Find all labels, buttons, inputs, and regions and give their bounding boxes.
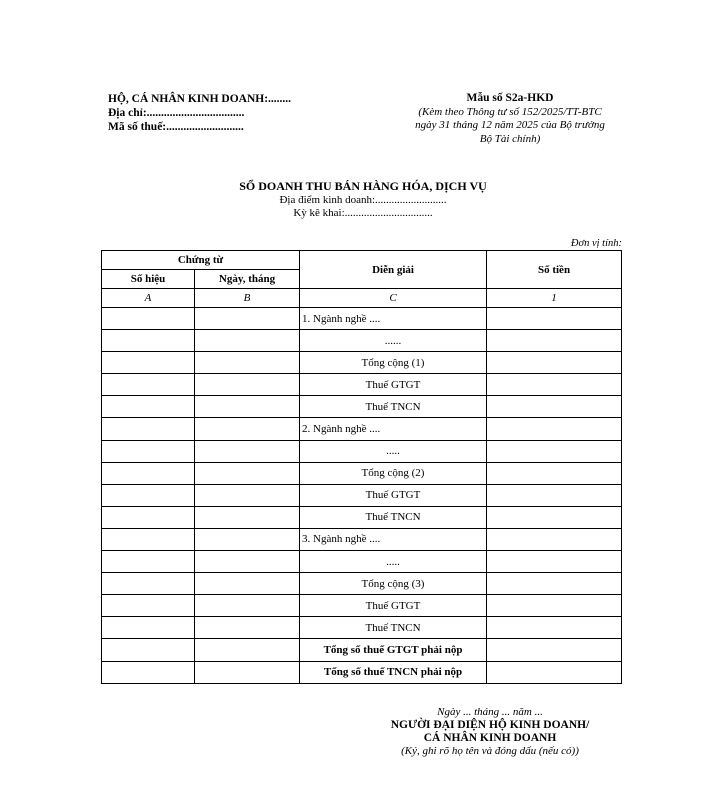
address-line: Địa chỉ:.................................. bbox=[108, 107, 245, 119]
table-row bbox=[102, 440, 622, 462]
business-location-line: Địa điểm kinh doanh:.......................... bbox=[279, 194, 447, 206]
description-cell: Thuế TNCN bbox=[300, 617, 487, 639]
document-title: SỔ DOANH THU BÁN HÀNG HÓA, DỊCH VỤ bbox=[239, 179, 487, 193]
voucher-number-cell bbox=[102, 462, 195, 484]
voucher-date-cell bbox=[195, 617, 300, 639]
table-row bbox=[102, 352, 622, 374]
signature-note: (Ký, ghi rõ họ tên và đóng dấu (nếu có)) bbox=[401, 745, 579, 757]
voucher-number-cell bbox=[102, 506, 195, 528]
voucher-number-cell bbox=[102, 661, 195, 683]
amount-cell bbox=[487, 374, 622, 396]
table-row bbox=[102, 330, 622, 352]
business-info-block bbox=[108, 92, 291, 134]
amount-cell bbox=[487, 506, 622, 528]
voucher-date-cell bbox=[195, 484, 300, 506]
column-letter-row bbox=[102, 289, 622, 308]
description-cell: Thuế GTGT bbox=[300, 484, 487, 506]
voucher-number-cell bbox=[102, 639, 195, 661]
amount-cell bbox=[487, 352, 622, 374]
voucher-number-cell bbox=[102, 418, 195, 440]
voucher-date-cell bbox=[195, 528, 300, 550]
table-row bbox=[102, 506, 622, 528]
table-row bbox=[102, 639, 622, 661]
voucher-date-cell bbox=[195, 352, 300, 374]
table-row bbox=[102, 374, 622, 396]
voucher-date-cell bbox=[195, 374, 300, 396]
description-header: Diễn giải bbox=[300, 251, 487, 289]
voucher-group-header: Chứng từ bbox=[102, 251, 300, 270]
voucher-number-cell bbox=[102, 528, 195, 550]
signature-date-line: Ngày ... tháng ... năm ... bbox=[437, 706, 543, 718]
voucher-number-cell bbox=[102, 330, 195, 352]
description-cell: Tổng cộng (1) bbox=[300, 352, 487, 374]
voucher-number-cell bbox=[102, 352, 195, 374]
form-note-line-1: (Kèm theo Thông tư số 152/2025/TT-BTC bbox=[418, 105, 602, 118]
amount-cell bbox=[487, 661, 622, 683]
amount-cell bbox=[487, 462, 622, 484]
voucher-number-cell bbox=[102, 551, 195, 573]
amount-cell bbox=[487, 330, 622, 352]
form-number: Mẫu số S2a-HKD bbox=[466, 92, 554, 104]
table-row bbox=[102, 595, 622, 617]
table-row bbox=[102, 484, 622, 506]
voucher-number-cell bbox=[102, 440, 195, 462]
voucher-date-header: Ngày, tháng bbox=[195, 270, 300, 289]
description-cell: 2. Ngành nghề .... bbox=[300, 418, 487, 440]
table-row bbox=[102, 528, 622, 550]
voucher-date-cell bbox=[195, 573, 300, 595]
voucher-number-header: Số hiệu bbox=[102, 270, 195, 289]
description-cell: Tổng cộng (3) bbox=[300, 573, 487, 595]
description-cell: ..... bbox=[300, 440, 487, 462]
column-letter-b: B bbox=[195, 289, 300, 308]
amount-cell bbox=[487, 595, 622, 617]
voucher-number-cell bbox=[102, 308, 195, 330]
voucher-date-cell bbox=[195, 330, 300, 352]
description-cell: Tổng số thuế TNCN phải nộp bbox=[300, 661, 487, 683]
table-row bbox=[102, 551, 622, 573]
voucher-date-cell bbox=[195, 418, 300, 440]
voucher-number-cell bbox=[102, 595, 195, 617]
voucher-number-cell bbox=[102, 484, 195, 506]
voucher-date-cell bbox=[195, 506, 300, 528]
signature-block bbox=[380, 706, 600, 758]
amount-cell bbox=[487, 308, 622, 330]
description-cell: Thuế GTGT bbox=[300, 374, 487, 396]
description-cell: Tổng cộng (2) bbox=[300, 462, 487, 484]
column-letter-1: 1 bbox=[487, 289, 622, 308]
amount-cell bbox=[487, 573, 622, 595]
declaration-period-line: Kỳ kê khai:................................ bbox=[293, 207, 433, 219]
description-cell: ..... bbox=[300, 551, 487, 573]
voucher-date-cell bbox=[195, 661, 300, 683]
table-row bbox=[102, 418, 622, 440]
voucher-date-cell bbox=[195, 396, 300, 418]
description-cell: Thuế TNCN bbox=[300, 396, 487, 418]
voucher-number-cell bbox=[102, 573, 195, 595]
table-row bbox=[102, 617, 622, 639]
voucher-date-cell bbox=[195, 440, 300, 462]
amount-cell bbox=[487, 551, 622, 573]
voucher-date-cell bbox=[195, 308, 300, 330]
signer-title-line-1: NGƯỜI ĐẠI DIỆN HỘ KINH DOANH/ bbox=[390, 719, 590, 731]
description-cell: 3. Ngành nghề .... bbox=[300, 528, 487, 550]
revenue-ledger-table bbox=[101, 250, 622, 684]
tax-code-line: Mã số thuế:........................... bbox=[108, 121, 244, 133]
amount-cell bbox=[487, 617, 622, 639]
table-row bbox=[102, 396, 622, 418]
amount-cell bbox=[487, 440, 622, 462]
description-cell: ...... bbox=[300, 330, 487, 352]
voucher-date-cell bbox=[195, 639, 300, 661]
table-row bbox=[102, 661, 622, 683]
voucher-number-cell bbox=[102, 374, 195, 396]
column-letter-c: C bbox=[300, 289, 487, 308]
signer-title-line-2: CÁ NHÂN KINH DOANH bbox=[423, 732, 557, 744]
table-row bbox=[102, 308, 622, 330]
voucher-date-cell bbox=[195, 595, 300, 617]
voucher-number-cell bbox=[102, 617, 195, 639]
business-name-line: HỘ, CÁ NHÂN KINH DOANH:........ bbox=[108, 93, 292, 105]
amount-header: Số tiền bbox=[487, 251, 622, 289]
description-cell: Thuế TNCN bbox=[300, 506, 487, 528]
amount-cell bbox=[487, 484, 622, 506]
unit-label: Đơn vị tính: bbox=[570, 238, 622, 249]
voucher-date-cell bbox=[195, 462, 300, 484]
description-cell: 1. Ngành nghề .... bbox=[300, 308, 487, 330]
amount-cell bbox=[487, 639, 622, 661]
amount-cell bbox=[487, 418, 622, 440]
table-row bbox=[102, 573, 622, 595]
form-info-block bbox=[380, 92, 640, 146]
table-row bbox=[102, 462, 622, 484]
form-note-line-2: ngày 31 tháng 12 năm 2025 của Bộ trưởng bbox=[415, 119, 605, 131]
amount-cell bbox=[487, 396, 622, 418]
form-note-line-3: Bộ Tài chính) bbox=[479, 132, 541, 145]
voucher-date-cell bbox=[195, 551, 300, 573]
document-title-block bbox=[0, 180, 726, 220]
description-cell: Tổng số thuế GTGT phải nộp bbox=[300, 639, 487, 661]
column-letter-a: A bbox=[102, 289, 195, 308]
amount-cell bbox=[487, 528, 622, 550]
description-cell: Thuế GTGT bbox=[300, 595, 487, 617]
voucher-number-cell bbox=[102, 396, 195, 418]
